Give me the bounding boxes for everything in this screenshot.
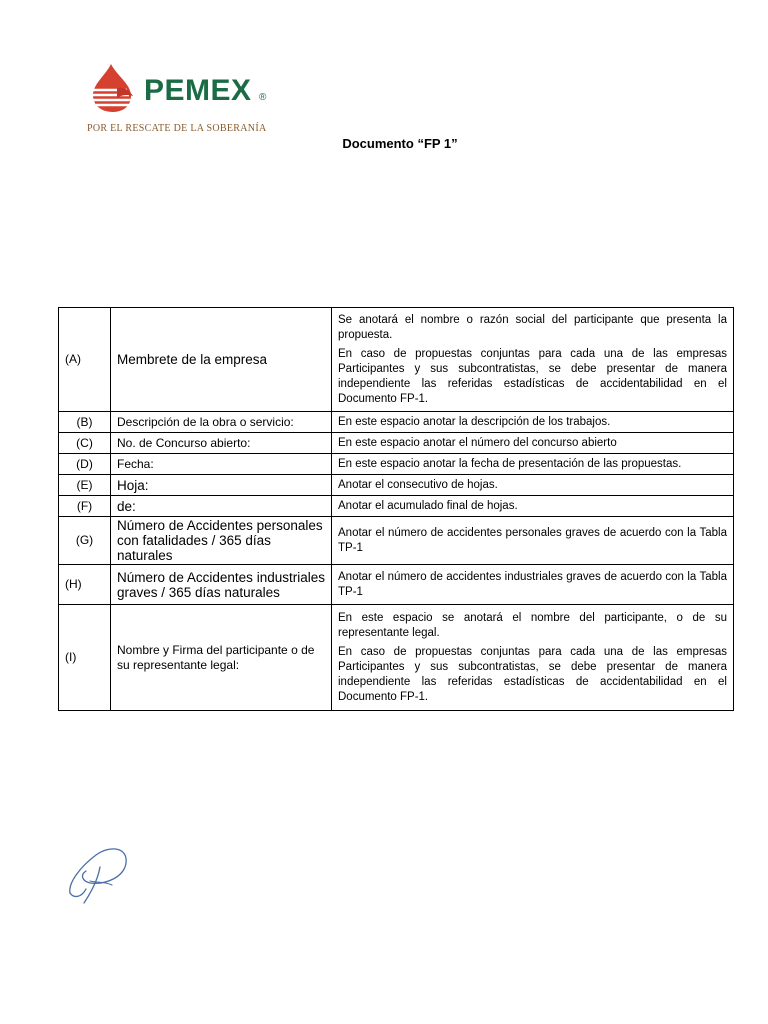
table-row bbox=[59, 454, 734, 475]
row-description bbox=[332, 496, 734, 517]
registered-mark: ® bbox=[259, 92, 267, 103]
table-row bbox=[59, 565, 734, 605]
instructions-table bbox=[58, 307, 734, 711]
description-paragraph: Se anotará el nombre o razón social del participante que presenta la propuesta. bbox=[338, 313, 727, 341]
document-title: Documento “FP 1” bbox=[342, 136, 458, 151]
description-paragraph: Anotar el número de accidentes industriales graves de acuerdo con la Tabla TP-1 bbox=[338, 570, 727, 598]
row-description bbox=[332, 454, 734, 475]
row-field: Número de Accidentes personales con fatalidades / 365 días naturales bbox=[111, 517, 332, 565]
table-row bbox=[59, 412, 734, 433]
row-code: (A) bbox=[59, 308, 111, 412]
row-code: (I) bbox=[59, 605, 111, 711]
brand-name: PEMEX bbox=[144, 74, 252, 107]
description-paragraph: En este espacio anotar la fecha de presentación de las propuestas. bbox=[338, 457, 682, 470]
table-row bbox=[59, 496, 734, 517]
pemex-eagle-icon bbox=[87, 62, 141, 114]
row-field: No. de Concurso abierto: bbox=[111, 433, 332, 454]
row-description bbox=[332, 433, 734, 454]
description-paragraph: En este espacio anotar la descripción de los trabajos. bbox=[338, 415, 611, 428]
description-paragraph: En este espacio anotar el número del concurso abierto bbox=[338, 436, 617, 449]
table-row bbox=[59, 433, 734, 454]
row-field: Membrete de la empresa bbox=[111, 308, 332, 412]
row-code: (E) bbox=[59, 475, 111, 496]
logo-tagline: POR EL RESCATE DE LA SOBERANÍA bbox=[87, 123, 267, 134]
row-code: (B) bbox=[59, 412, 111, 433]
description-paragraph: En este espacio se anotará el nombre del participante, o de su representante legal. bbox=[338, 611, 727, 639]
description-paragraph: Anotar el acumulado final de hojas. bbox=[338, 499, 518, 512]
row-code: (F) bbox=[59, 496, 111, 517]
row-code: (D) bbox=[59, 454, 111, 475]
description-paragraph: En caso de propuestas conjuntas para cada una de las empresas Participantes y sus subcontratistas, se debe presentar de manera independiente las referidas estadísticas de accidentabilidad en el Documento FP-1. bbox=[338, 645, 727, 703]
table-row bbox=[59, 308, 734, 412]
row-field: de: bbox=[111, 496, 332, 517]
row-field: Número de Accidentes industriales graves / 365 días naturales bbox=[111, 565, 332, 605]
description-paragraph: Anotar el consecutivo de hojas. bbox=[338, 478, 498, 491]
row-field: Fecha: bbox=[111, 454, 332, 475]
row-code: (G) bbox=[59, 517, 111, 565]
row-field: Nombre y Firma del participante o de su representante legal: bbox=[111, 605, 332, 711]
row-description bbox=[332, 308, 734, 412]
pemex-logo bbox=[87, 62, 277, 138]
description-paragraph: En caso de propuestas conjuntas para cada una de las empresas Participantes y sus subcontratistas, se debe presentar de manera independiente las referidas estadísticas de accidentabilidad en el Documento FP-1. bbox=[338, 347, 727, 405]
handwritten-signature bbox=[66, 845, 132, 907]
table-row bbox=[59, 605, 734, 711]
row-description bbox=[332, 517, 734, 565]
row-description bbox=[332, 565, 734, 605]
row-description bbox=[332, 605, 734, 711]
row-description bbox=[332, 475, 734, 496]
row-code: (C) bbox=[59, 433, 111, 454]
row-field: Descripción de la obra o servicio: bbox=[111, 412, 332, 433]
description-paragraph: Anotar el número de accidentes personales graves de acuerdo con la Tabla TP-1 bbox=[338, 526, 727, 554]
row-field: Hoja: bbox=[111, 475, 332, 496]
row-code: (H) bbox=[59, 565, 111, 605]
table-row bbox=[59, 517, 734, 565]
row-description bbox=[332, 412, 734, 433]
table-row bbox=[59, 475, 734, 496]
